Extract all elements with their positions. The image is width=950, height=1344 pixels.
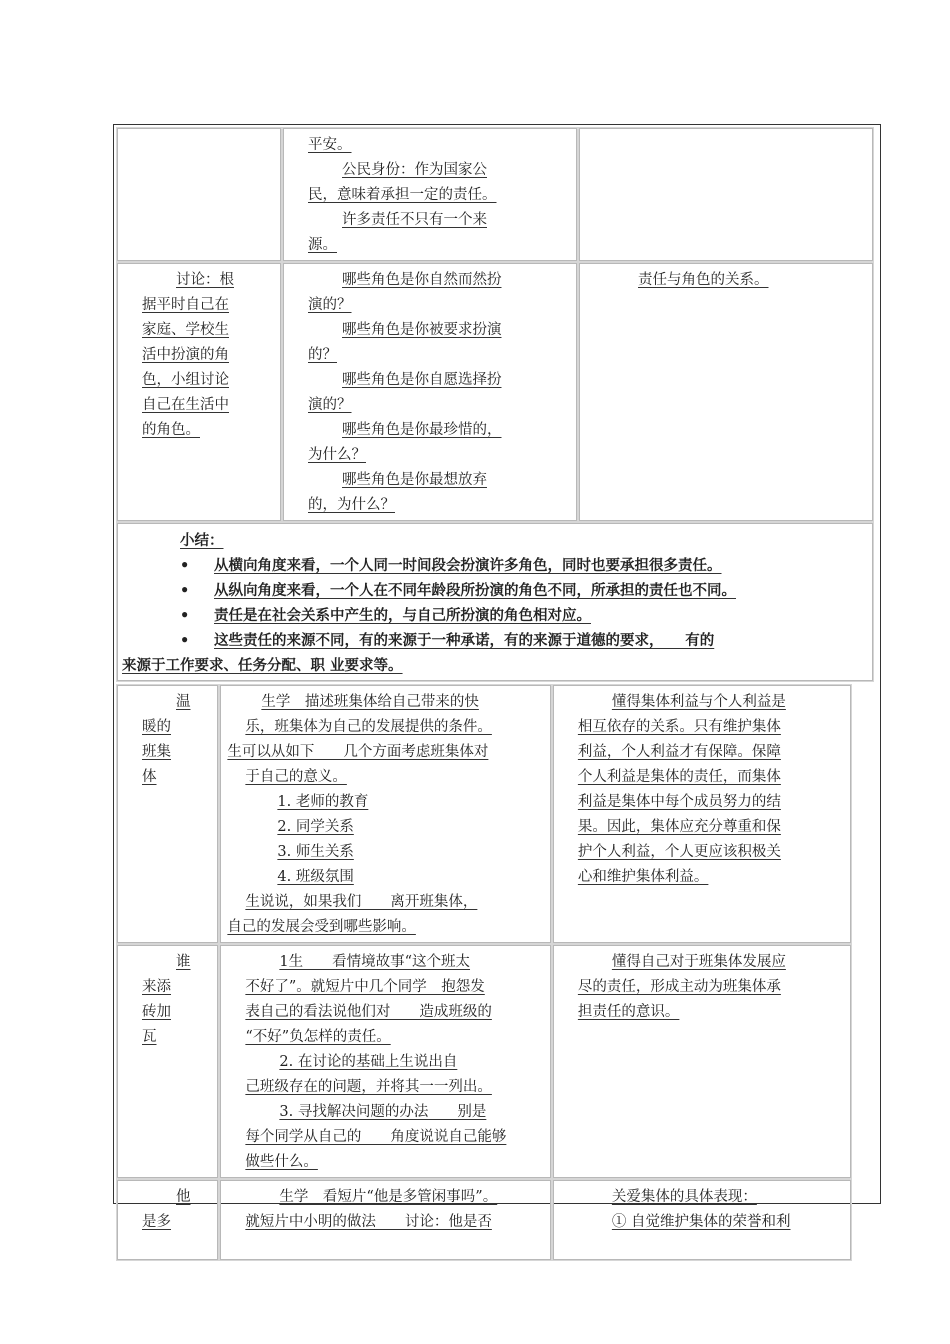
- text-line: 心和维护集体利益。: [577, 869, 709, 885]
- summary-text: 从横向角度来看，一个人同一时间段会扮演许多角色，同时也要承担很多责任。: [214, 557, 722, 574]
- bullet-icon: •: [180, 632, 190, 649]
- bullet-icon: •: [180, 607, 190, 624]
- table-row: [117, 1180, 851, 1260]
- text-line: 暖的: [142, 719, 171, 735]
- text-line: 为什么？: [308, 447, 366, 463]
- table-row: [117, 945, 851, 1178]
- text-line: 自己的发展会受到哪些影响。: [227, 919, 416, 935]
- text-line: 3. 寻找解决问题的办法 别是: [279, 1104, 487, 1120]
- text-line: 体: [142, 769, 157, 785]
- cell-activity: [117, 263, 281, 521]
- summary-title: 小结：: [180, 532, 224, 549]
- cell-goal: [579, 263, 873, 521]
- text-line: 己班级存在的问题，并将其一一列出。: [245, 1079, 492, 1095]
- text-line: 色，小组讨论: [142, 372, 229, 388]
- text-line: 4. 班级氛围: [277, 869, 354, 885]
- cell-activity: [117, 128, 281, 261]
- text-line: 生学 描述班集体给自己带来的快: [261, 694, 479, 710]
- text-line: 演的？: [308, 397, 352, 413]
- summary-cell: [117, 523, 873, 681]
- text-line: 利益，个人利益才有保障。保障: [577, 744, 781, 760]
- text-line: 懂得自己对于班集体发展应: [611, 954, 786, 970]
- text-line: 民，意味着承担一定的责任。: [308, 187, 497, 203]
- lesson-table: [115, 126, 875, 683]
- cell-activity: [117, 685, 218, 943]
- text-line: “不好”负怎样的责任。: [245, 1029, 391, 1045]
- text-line: 个人利益是集体的责任，而集体: [577, 769, 781, 785]
- text-line: 做些什么。: [245, 1154, 318, 1170]
- text-line: 来添: [142, 979, 171, 995]
- text-line: 不好了”。就短片中几个同学 抱怨发: [245, 979, 485, 995]
- text-line: 他: [176, 1189, 191, 1205]
- text-line: 公民身份：作为国家公: [342, 162, 487, 178]
- summary-item: [146, 603, 866, 628]
- summary-text: 责任是在社会关系中产生的，与自己所扮演的角色相对应。: [214, 607, 591, 624]
- text-line: 谁: [176, 954, 191, 970]
- text-line: 2. 同学关系: [277, 819, 354, 835]
- text-line: 表自己的看法说他们对 造成班级的: [245, 1004, 492, 1020]
- text-line: 3. 师生关系: [277, 844, 354, 860]
- text-line: 许多责任不只有一个来: [342, 212, 487, 228]
- text-line: 责任与角色的关系。: [638, 272, 769, 288]
- summary-text: 这些责任的来源不同，有的来源于一种承诺，有的来源于道德的要求， 有的: [214, 632, 715, 649]
- text-line: 讨论：根: [176, 272, 234, 288]
- table-row: [117, 685, 851, 943]
- table-row: [117, 263, 873, 521]
- text-line: 温: [176, 694, 191, 710]
- cell-activity: [117, 945, 218, 1178]
- text-line: 的，为什么？: [308, 497, 395, 513]
- cell-goal: [553, 1180, 851, 1260]
- lesson-table-lower: [115, 683, 853, 1262]
- text-line: 于自己的意义。: [245, 769, 347, 785]
- text-line: 班集: [142, 744, 171, 760]
- text-line: 砖加: [142, 1004, 171, 1020]
- table-row: [117, 128, 873, 261]
- text-line: 果。因此，集体应充分尊重和保: [577, 819, 781, 835]
- text-line: 关爱集体的具体表现：: [611, 1189, 757, 1205]
- text-line: 1. 老师的教育: [277, 794, 369, 810]
- text-line: 哪些角色是你最珍惜的，: [342, 422, 502, 438]
- text-line: 就短片中小明的做法 讨论：他是否: [245, 1214, 492, 1230]
- text-line: 哪些角色是你被要求扮演: [342, 322, 502, 338]
- text-line: 每个同学从自己的 角度说说自己能够: [245, 1129, 507, 1145]
- text-line: 懂得集体利益与个人利益是: [611, 694, 786, 710]
- text-line: 的角色。: [142, 422, 200, 438]
- bullet-icon: •: [180, 582, 190, 599]
- text-line: 乐，班集体为自己的发展提供的条件。: [245, 719, 492, 735]
- summary-item: [146, 578, 866, 603]
- text-line: 自己在生活中: [142, 397, 229, 413]
- text-line: 生可以从如下 几个方面考虑班集体对: [227, 744, 489, 760]
- cell-activity: [117, 1180, 218, 1260]
- text-line: 哪些角色是你最想放弃: [342, 472, 487, 488]
- summary-text: 来源于工作要求、任务分配、职 业要求等。: [122, 657, 403, 674]
- text-line: 哪些角色是你自然而然扮: [342, 272, 502, 288]
- text-line: 活中扮演的角: [142, 347, 229, 363]
- cell-goal: [553, 945, 851, 1178]
- text-line: ① 自觉维护集体的荣誉和利: [611, 1214, 791, 1230]
- text-line: 平安。: [308, 137, 352, 153]
- text-line: 是多: [142, 1214, 171, 1230]
- text-line: 尽的责任，形成主动为班集体承: [577, 979, 781, 995]
- cell-content: [220, 685, 551, 943]
- text-line: 生学 看短片“他是多管闲事吗”。: [279, 1189, 498, 1205]
- text-line: 2. 在讨论的基础上生说出自: [279, 1054, 458, 1070]
- cell-content: [283, 128, 577, 261]
- text-line: 护个人利益，个人更应该积极关: [577, 844, 781, 860]
- text-line: 哪些角色是你自愿选择扮: [342, 372, 502, 388]
- text-line: 生说说，如果我们 离开班集体，: [245, 894, 478, 910]
- summary-item: [146, 628, 866, 653]
- cell-goal: [579, 128, 873, 261]
- text-line: 据平时自己在: [142, 297, 229, 313]
- text-line: 利益是集体中每个成员努力的结: [577, 794, 781, 810]
- text-line: 源。: [308, 237, 337, 253]
- text-line: 演的？: [308, 297, 352, 313]
- text-line: 瓦: [142, 1029, 157, 1045]
- text-line: 家庭、学校生: [142, 322, 229, 338]
- summary-row: [117, 523, 873, 681]
- cell-content: [220, 945, 551, 1178]
- text-line: 1生 看情境故事“这个班太: [279, 954, 471, 970]
- text-line: 的？: [308, 347, 337, 363]
- lesson-plan-table: [115, 126, 853, 1262]
- bullet-icon: •: [180, 557, 190, 574]
- summary-item: [146, 553, 866, 578]
- text-line: 相互依存的关系。只有维护集体: [577, 719, 781, 735]
- summary-text: 从纵向角度来看，一个人在不同年龄段所扮演的角色不同，所承担的责任也不同。: [214, 582, 736, 599]
- cell-content: [283, 263, 577, 521]
- cell-goal: [553, 685, 851, 943]
- cell-content: [220, 1180, 551, 1260]
- text-line: 担责任的意识。: [577, 1004, 680, 1020]
